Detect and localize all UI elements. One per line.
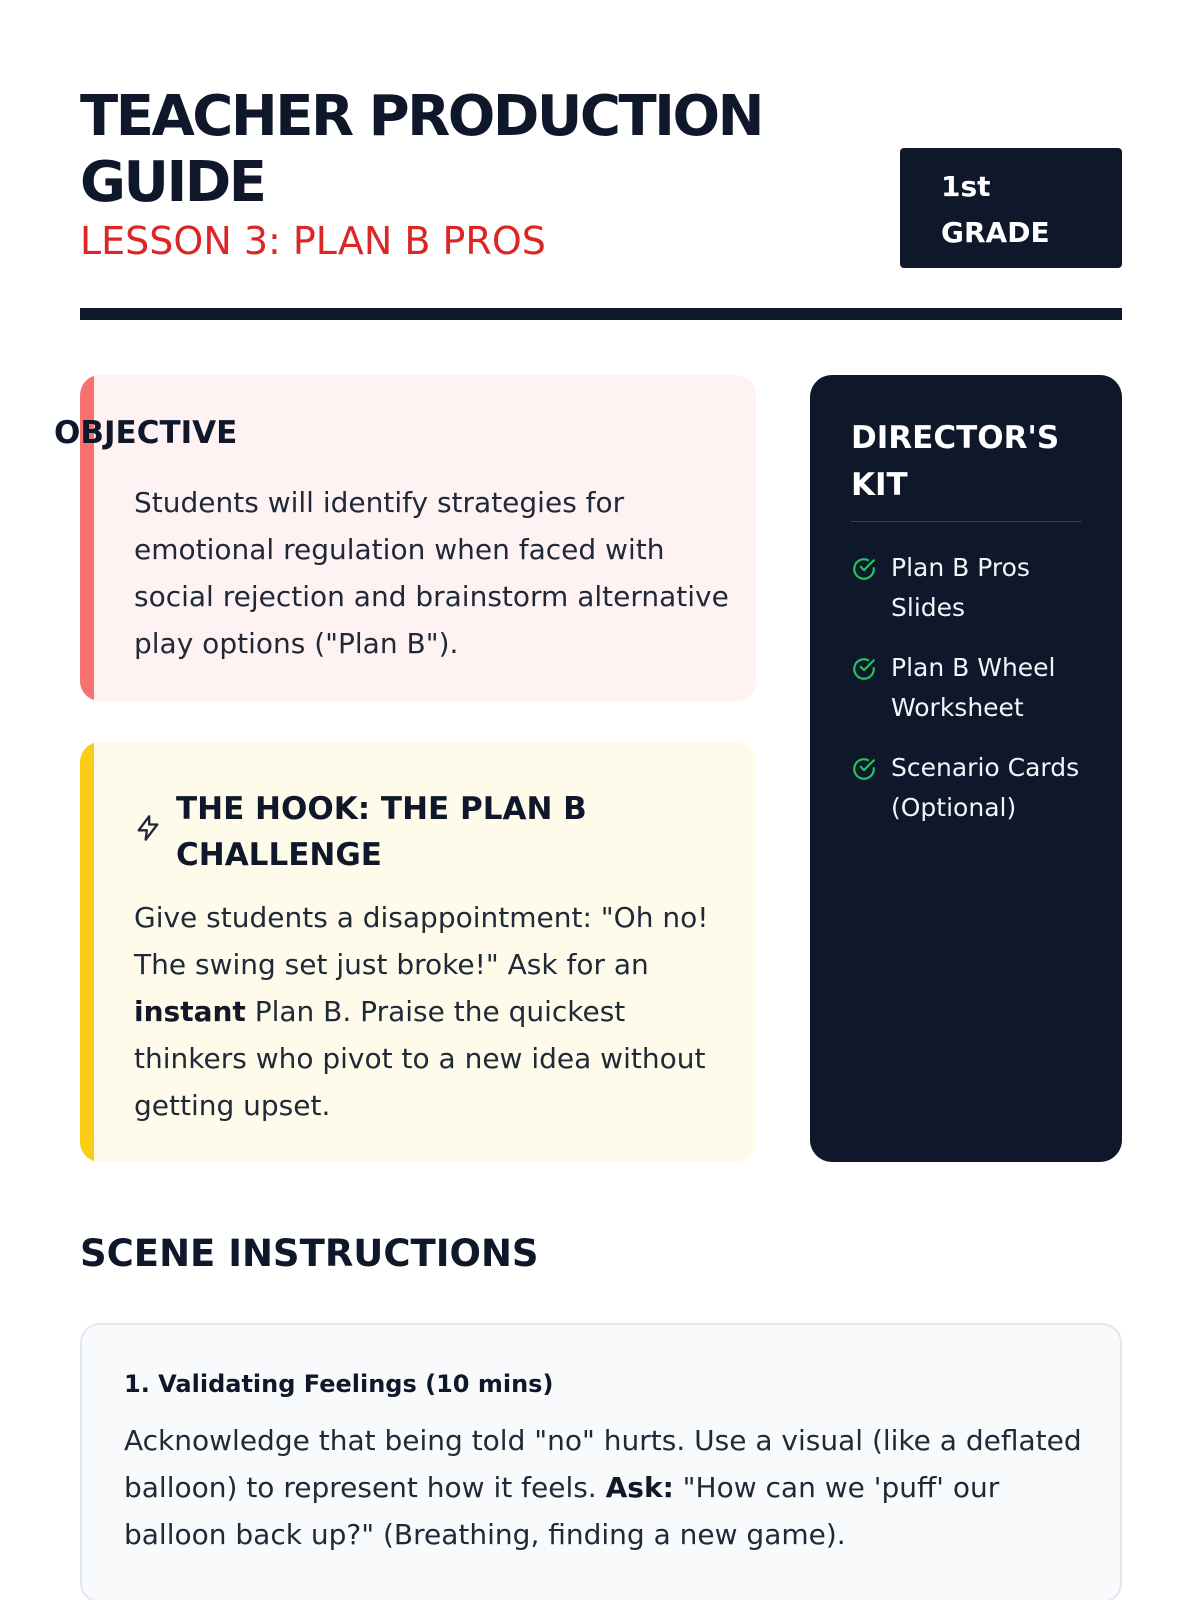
kit-item-worksheet xyxy=(851,648,1101,728)
scene-card xyxy=(80,1323,1122,1600)
header-divider xyxy=(80,308,1122,320)
scene-instructions-heading: SCENE INSTRUCTIONS xyxy=(80,1232,539,1275)
kit-item-label: Plan B Wheel Worksheet xyxy=(891,653,1056,722)
directors-kit-heading: DIRECTOR'S KIT xyxy=(851,420,1060,503)
directors-kit-list xyxy=(851,548,1101,848)
check-circle-icon xyxy=(851,756,877,782)
kit-item-slides xyxy=(851,548,1101,628)
page-title: TEACHER PRODUCTION GUIDE xyxy=(80,84,762,215)
hook-body-bold: instant xyxy=(134,995,246,1028)
hook-body-after: Plan B. Praise the quickest thinkers who pivot to a new idea without getting upset. xyxy=(134,995,706,1122)
lightning-bolt-icon xyxy=(134,814,162,842)
scene-title: 1. Validating Feelings (10 mins) xyxy=(124,1370,554,1398)
kit-item-label: Scenario Cards (Optional) xyxy=(891,753,1080,822)
hook-card xyxy=(80,742,756,1162)
lesson-subtitle: LESSON 3: PLAN B PROS xyxy=(80,219,546,263)
check-circle-icon xyxy=(851,556,877,582)
hook-heading-row xyxy=(134,786,646,878)
hook-body xyxy=(134,894,734,1129)
grade-badge xyxy=(900,148,1122,268)
hook-heading: THE HOOK: THE PLAN B CHALLENGE xyxy=(176,791,587,873)
kit-item-scenario-cards xyxy=(851,748,1101,828)
scene-body-before: Acknowledge that being told "no" hurts. Use a visual (like a deflated balloon) to represent how it feels. xyxy=(124,1424,1082,1504)
hook-body-before: Give students a disappointment: "Oh no! The swing set just broke!" Ask for an xyxy=(134,901,709,981)
kit-item-label: Plan B Pros Slides xyxy=(891,553,1030,622)
scene-body-bold: Ask: xyxy=(605,1471,674,1504)
objective-body: Students will identify strategies for emotional regulation when faced with social rejection and brainstorm alternative play options ("Plan B"). xyxy=(134,486,729,660)
scene-body-after: "How can we 'puff' our balloon back up?" (Breathing, finding a new game). xyxy=(124,1471,1000,1551)
check-circle-icon xyxy=(851,656,877,682)
directors-kit-divider xyxy=(851,521,1082,522)
hook-accent-bar xyxy=(80,742,94,1162)
scene-body xyxy=(124,1417,1084,1558)
directors-kit-panel xyxy=(810,375,1122,1162)
objective-heading: OBJECTIVE xyxy=(54,415,238,451)
grade-badge-line1: 1st xyxy=(941,170,991,203)
grade-badge-line2: GRADE xyxy=(941,216,1050,249)
